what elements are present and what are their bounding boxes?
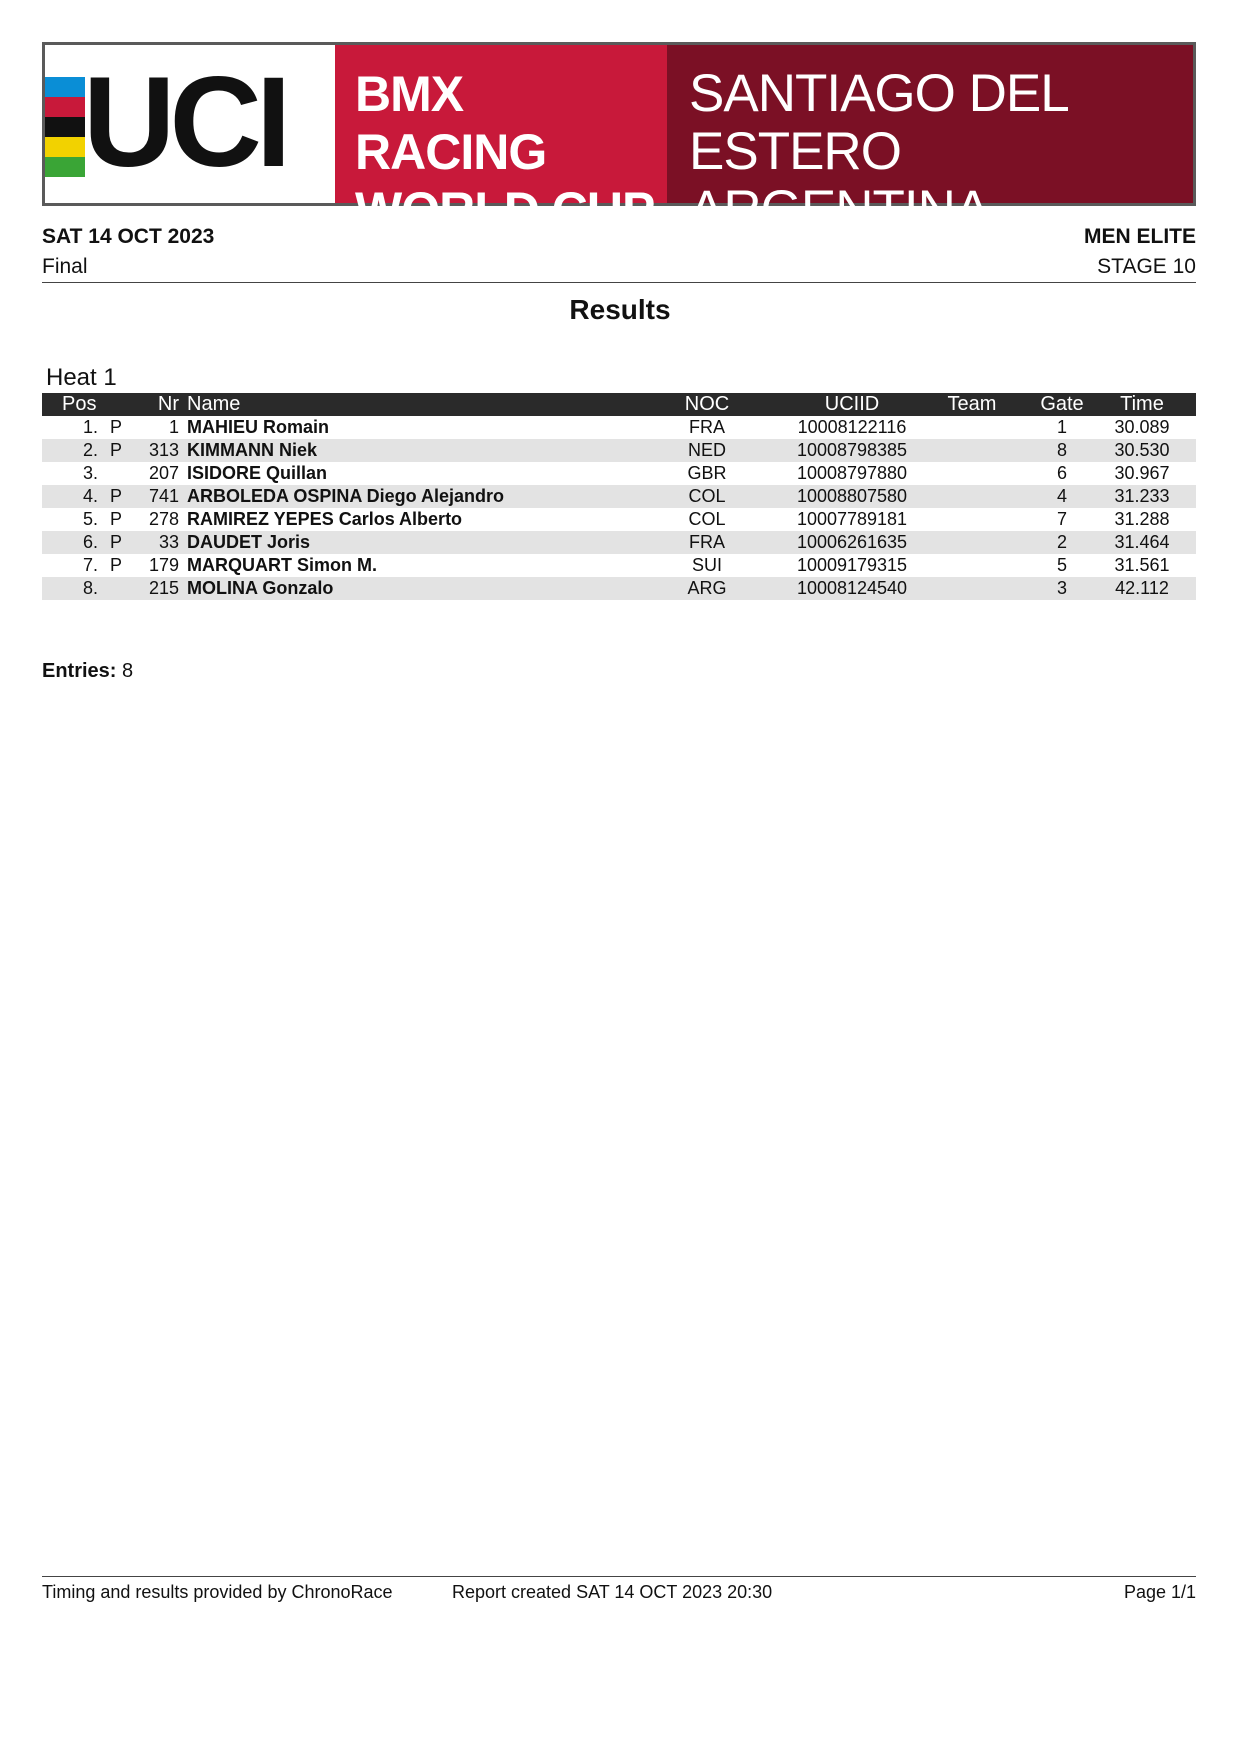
uci-logo (45, 45, 335, 203)
cell-gate: 8 (1056, 440, 1067, 460)
cell-provisional: P (110, 532, 123, 552)
table-row (42, 416, 1196, 439)
event-info-right (1084, 222, 1196, 282)
cell-time: 30.089 (1114, 417, 1170, 437)
cell-name: RAMIREZ YEPES Carlos Alberto (187, 509, 463, 529)
table-row (42, 508, 1196, 531)
page-title: Results (569, 294, 671, 325)
entries-count (42, 660, 133, 683)
cell-pos: 2. (82, 440, 98, 460)
cell-time: 31.288 (1114, 509, 1170, 529)
cell-gate: 6 (1056, 463, 1067, 483)
event-location-line2: ARGENTINA (689, 180, 990, 239)
cell-pos: 3. (82, 463, 98, 483)
footer-report-created: Report created SAT 14 OCT 2023 20:30 (452, 1582, 773, 1602)
cell-nr: 741 (148, 486, 179, 506)
cell-uciid: 10008798385 (796, 440, 908, 460)
cell-nr: 179 (148, 555, 179, 575)
cell-noc: GBR (687, 463, 727, 483)
results-table (42, 393, 1196, 600)
event-round: Final (42, 255, 88, 278)
col-gate: Gate (1040, 393, 1084, 415)
cell-nr: 313 (148, 440, 179, 460)
cell-name: DAUDET Joris (187, 532, 311, 552)
cell-time: 30.530 (1114, 440, 1170, 460)
cell-pos: 8. (82, 578, 98, 598)
cell-noc: COL (688, 509, 726, 529)
table-row (42, 485, 1196, 508)
cell-time: 31.464 (1114, 532, 1170, 552)
cell-provisional: P (110, 417, 123, 437)
cell-time: 30.967 (1114, 463, 1170, 483)
event-name-block (335, 45, 667, 238)
cell-uciid: 10008124540 (796, 578, 908, 598)
event-name-line2: WORLD CUP (355, 182, 655, 238)
col-noc: NOC (684, 393, 730, 415)
cell-gate: 2 (1056, 532, 1067, 552)
cell-nr: 278 (148, 509, 179, 529)
rainbow-stripes (45, 77, 85, 177)
cell-uciid: 10007789181 (796, 509, 908, 529)
cell-nr: 207 (148, 463, 179, 483)
cell-pos: 1. (82, 417, 98, 437)
cell-noc: SUI (691, 555, 722, 575)
cell-pos: 6. (82, 532, 98, 552)
cell-provisional: P (110, 509, 123, 529)
col-nr: Nr (157, 393, 179, 415)
cell-uciid: 10008797880 (796, 463, 908, 483)
col-uciid: UCIID (824, 393, 880, 415)
cell-name: ARBOLEDA OSPINA Diego Alejandro (187, 486, 505, 506)
cell-uciid: 10009179315 (796, 555, 908, 575)
cell-noc: FRA (689, 417, 725, 437)
cell-uciid: 10008122116 (797, 417, 907, 437)
table-row (42, 531, 1196, 554)
event-name-line1: BMX RACING (355, 66, 547, 180)
entries-value: 8 (122, 660, 134, 682)
col-pos: Pos (62, 393, 97, 415)
cell-nr: 215 (148, 578, 179, 598)
cell-time: 31.233 (1114, 486, 1170, 506)
footer-divider (42, 1576, 1196, 1577)
cell-name: ISIDORE Quillan (187, 463, 328, 483)
cell-noc: ARG (687, 578, 727, 598)
table-row (42, 554, 1196, 577)
header-divider (42, 282, 1196, 283)
event-info-left (42, 222, 214, 282)
cell-gate: 3 (1056, 578, 1067, 598)
cell-uciid: 10008807580 (796, 486, 908, 506)
cell-provisional: P (110, 486, 123, 506)
cell-provisional: P (110, 440, 123, 460)
table-row (42, 439, 1196, 462)
footer-provider: Timing and results provided by ChronoRace (42, 1582, 393, 1602)
cell-provisional: P (110, 555, 123, 575)
cell-nr: 1 (168, 417, 179, 437)
cell-noc: FRA (689, 532, 725, 552)
cell-gate: 5 (1056, 555, 1067, 575)
cell-gate: 7 (1056, 509, 1067, 529)
cell-nr: 33 (158, 532, 179, 552)
event-location-line1: SANTIAGO DEL ESTERO (689, 64, 1067, 181)
cell-gate: 4 (1056, 486, 1067, 506)
cell-name: MARQUART Simon M. (187, 555, 377, 575)
cell-noc: NED (687, 440, 726, 460)
entries-label: Entries: (42, 660, 117, 682)
cell-time: 42.112 (1115, 578, 1169, 598)
table-header (42, 393, 1196, 416)
footer-page-number: Page 1/1 (1123, 1582, 1196, 1602)
cell-name: MOLINA Gonzalo (187, 578, 334, 598)
heat-title: Heat 1 (46, 364, 117, 391)
cell-pos: 4. (82, 486, 98, 506)
cell-name: MAHIEU Romain (187, 417, 330, 437)
cell-pos: 7. (82, 555, 98, 575)
cell-gate: 1 (1056, 417, 1067, 437)
col-team: Team (947, 393, 997, 415)
table-row (42, 462, 1196, 485)
cell-pos: 5. (82, 509, 98, 529)
cell-time: 31.561 (1114, 555, 1170, 575)
uci-logo-text: UCI (83, 51, 286, 194)
col-name: Name (187, 393, 241, 415)
cell-noc: COL (688, 486, 726, 506)
cell-uciid: 10006261635 (796, 532, 908, 552)
col-time: Time (1120, 393, 1164, 415)
event-stage: STAGE 10 (1097, 255, 1196, 278)
cell-name: KIMMANN Niek (187, 440, 318, 460)
event-category: MEN ELITE (1083, 225, 1196, 248)
table-row (42, 577, 1196, 600)
event-date: SAT 14 OCT 2023 (42, 225, 215, 248)
